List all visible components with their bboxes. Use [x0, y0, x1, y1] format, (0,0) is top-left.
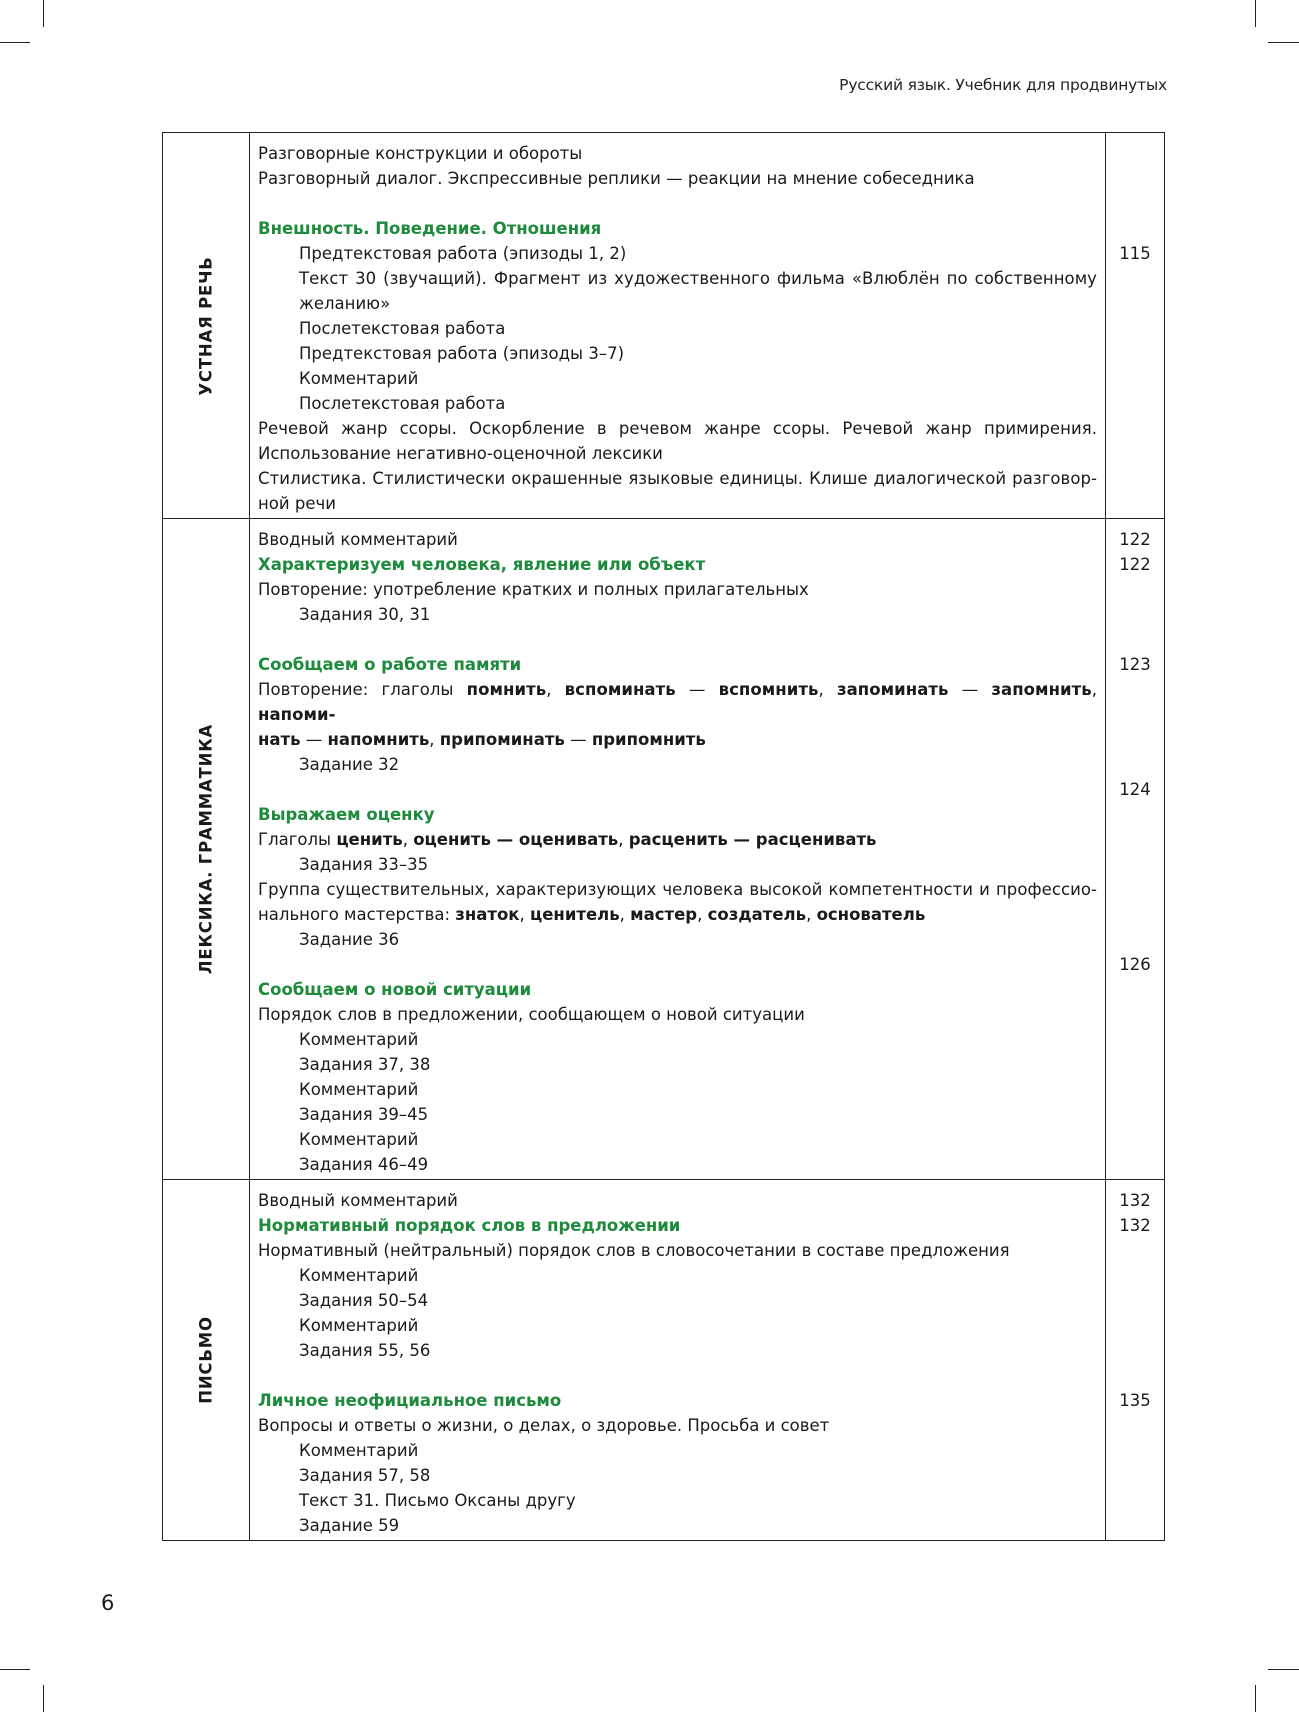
page-spacer	[1106, 727, 1164, 752]
page-spacer	[1106, 877, 1164, 902]
section-label-cell	[163, 133, 250, 519]
text-run: —	[300, 730, 328, 749]
page-spacer	[1106, 441, 1164, 466]
toc-entry: Задания 50–54	[299, 1291, 429, 1310]
toc-heading: Выражаем оценку	[258, 805, 435, 824]
toc-page-number: 135	[1119, 1391, 1151, 1410]
bold-term: напоми-	[258, 705, 336, 724]
bold-term: вспоминать	[564, 680, 676, 699]
toc-entry: Послетекстовая работа	[299, 319, 506, 338]
section-label: УСТНАЯ РЕЧЬ	[196, 255, 216, 396]
bold-term: ценитель	[530, 905, 620, 924]
crop-mark	[0, 1669, 30, 1670]
toc-entry: Текст 31. Письмо Оксаны другу	[299, 1491, 576, 1510]
toc-heading: Нормативный порядок слов в предложении	[258, 1216, 681, 1235]
bold-term: вспомнить	[718, 680, 819, 699]
page-spacer	[1106, 602, 1164, 627]
toc-entry: Задания 33–35	[299, 855, 429, 874]
toc-entry: Разговорный диалог. Экспрессивные реплики — реакции на мнение собеседника	[258, 169, 975, 188]
toc-entry: Послетекстовая работа	[299, 394, 506, 413]
bold-term: припомнить	[591, 730, 706, 749]
toc-page-number: 122	[1119, 555, 1151, 574]
toc-entry: Задание 36	[299, 930, 400, 949]
toc-entry: Комментарий	[299, 1316, 419, 1335]
toc-entry: Группа существительных, характеризующих человека высокой компетентности и профессио-	[258, 880, 1097, 899]
text-run: —	[948, 680, 992, 699]
page-spacer	[1106, 416, 1164, 441]
bold-term: помнить	[466, 680, 547, 699]
toc-entry: Повторение: употребление кратких и полных прилагательных	[258, 580, 809, 599]
page-spacer	[1106, 802, 1164, 827]
page-spacer	[1106, 1463, 1164, 1488]
toc-entry: Вопросы и ответы о жизни, о делах, о здоровье. Просьба и совет	[258, 1416, 830, 1435]
toc-heading: Характеризуем человека, явление или объект	[258, 555, 706, 574]
text-run: ,	[806, 905, 817, 924]
text-run: Повторение: глаголы	[258, 680, 467, 699]
bold-term: создатель	[707, 905, 807, 924]
page-spacer	[1106, 266, 1164, 291]
text-run: ,	[818, 680, 837, 699]
page-spacer	[1106, 316, 1164, 341]
text-run: ,	[619, 905, 631, 924]
page-spacer	[1106, 752, 1164, 777]
toc-entry: Комментарий	[299, 1080, 419, 1099]
spacer	[258, 191, 1097, 216]
toc-entry: Комментарий	[299, 1130, 419, 1149]
page-spacer	[1106, 977, 1164, 1002]
section-content-cell	[250, 519, 1106, 1180]
page-spacer	[1106, 166, 1164, 191]
toc-entry: желанию»	[299, 294, 391, 313]
toc-heading: Личное неофициальное письмо	[258, 1391, 562, 1410]
text-run: ,	[546, 680, 565, 699]
page-spacer	[1106, 1027, 1164, 1052]
page-spacer	[1106, 141, 1164, 166]
toc-entry	[258, 677, 1097, 727]
page-spacer	[1106, 1313, 1164, 1338]
page-column-cell	[1106, 133, 1165, 519]
toc-heading: Сообщаем о новой ситуации	[258, 980, 532, 999]
bold-term: расценить — расценивать	[628, 830, 877, 849]
text-run: ,	[618, 830, 629, 849]
page-column-cell	[1106, 519, 1165, 1180]
section-label-cell	[163, 1180, 250, 1541]
section-content-cell	[250, 1180, 1106, 1541]
page-spacer	[1106, 1338, 1164, 1363]
crop-mark	[0, 42, 30, 43]
toc-entry: Нормативный (нейтральный) порядок слов в словосочетании в составе предложения	[258, 1241, 1010, 1260]
page-spacer	[1106, 702, 1164, 727]
toc-entry	[258, 727, 1097, 752]
section-label: ПИСЬМО	[196, 1316, 216, 1404]
toc-page-number: 132	[1119, 1216, 1151, 1235]
crop-mark	[1255, 1685, 1256, 1712]
running-header: Русский язык. Учебник для продвинутых	[839, 76, 1167, 94]
toc-entry: Комментарий	[299, 1266, 419, 1285]
spacer	[258, 777, 1097, 802]
section-row	[163, 133, 1165, 519]
toc-page-number: 122	[1119, 530, 1151, 549]
toc-page-number: 132	[1119, 1191, 1151, 1210]
toc-entry: Задание 32	[299, 755, 400, 774]
bold-term: ценить	[336, 830, 403, 849]
bold-term: запомнить	[991, 680, 1092, 699]
page-spacer	[1106, 1077, 1164, 1102]
toc-entry: Задания 57, 58	[299, 1466, 431, 1485]
page-spacer	[1106, 1238, 1164, 1263]
bold-term: припоминать	[439, 730, 565, 749]
text-run: —	[564, 730, 592, 749]
crop-mark	[1268, 1669, 1299, 1670]
toc-entry: Комментарий	[299, 369, 419, 388]
toc-entry: Задания 37, 38	[299, 1055, 431, 1074]
toc-entry: Использование негативно-оценочной лексики	[258, 444, 663, 463]
toc-entry	[258, 902, 1097, 927]
page-spacer	[1106, 677, 1164, 702]
toc-page-number: 115	[1119, 244, 1151, 263]
page-spacer	[1106, 577, 1164, 602]
page-spacer	[1106, 291, 1164, 316]
page-spacer	[1106, 1288, 1164, 1313]
page-spacer	[1106, 1438, 1164, 1463]
page-spacer	[1106, 1363, 1164, 1388]
toc-heading: Сообщаем о работе памяти	[258, 655, 522, 674]
bold-term: запоминать	[836, 680, 949, 699]
toc-entry	[258, 827, 1097, 852]
toc-entry: ной речи	[258, 494, 336, 513]
section-label: ЛЕКСИКА. ГРАММАТИКА	[196, 723, 216, 975]
toc-entry: Порядок слов в предложении, сообщающем о новой ситуации	[258, 1005, 805, 1024]
crop-mark	[1268, 42, 1299, 43]
toc-entry: Предтекстовая работа (эпизоды 3–7)	[299, 344, 625, 363]
page-spacer	[1106, 927, 1164, 952]
page-spacer	[1106, 1002, 1164, 1027]
page-spacer	[1106, 1127, 1164, 1152]
toc-entry: Задания 55, 56	[299, 1341, 431, 1360]
page-spacer	[1106, 902, 1164, 927]
toc-entry: Предтекстовая работа (эпизоды 1, 2)	[299, 244, 627, 263]
toc-entry: Вводный комментарий	[258, 530, 458, 549]
spacer	[258, 952, 1097, 977]
crop-mark	[43, 1685, 44, 1712]
page-spacer	[1106, 341, 1164, 366]
page-column-cell	[1106, 1180, 1165, 1541]
page-spacer	[1106, 216, 1164, 241]
toc-entry: Стилистика. Стилистически окрашенные языковые единицы. Клише диалогической разговор-	[258, 469, 1097, 488]
toc-entry: Задание 59	[299, 1516, 400, 1535]
crop-mark	[1255, 0, 1256, 27]
toc-entry: Разговорные конструкции и обороты	[258, 144, 583, 163]
page-spacer	[1106, 627, 1164, 652]
text-run: ,	[402, 830, 414, 849]
crop-mark	[43, 0, 44, 27]
text-run: Глаголы	[258, 830, 337, 849]
page-spacer	[1106, 1102, 1164, 1127]
toc-page-number: 124	[1119, 780, 1151, 799]
spacer	[258, 1363, 1097, 1388]
toc-entry: Речевой жанр ссоры. Оскорбление в речевом жанре ссоры. Речевой жанр примирения.	[258, 419, 1097, 438]
text-run: ,	[519, 905, 530, 924]
bold-term: мастер	[630, 905, 698, 924]
text-run: —	[675, 680, 719, 699]
toc-page-number: 123	[1119, 655, 1151, 674]
toc-entry: Комментарий	[299, 1441, 419, 1460]
section-label-cell	[163, 519, 250, 1180]
page-spacer	[1106, 1052, 1164, 1077]
text-run: ,	[697, 905, 708, 924]
page-spacer	[1106, 391, 1164, 416]
text-run: нального мастерства:	[258, 905, 456, 924]
page-spacer	[1106, 191, 1164, 216]
page-number: 6	[101, 1591, 115, 1615]
section-row	[163, 519, 1165, 1180]
page-spacer	[1106, 1488, 1164, 1513]
bold-term: основатель	[816, 905, 926, 924]
toc-entry: Задания 46–49	[299, 1155, 429, 1174]
bold-term: нать	[258, 730, 301, 749]
toc-entry: Текст 30 (звучащий). Фрагмент из художественного фильма «Влюблён по собственному	[299, 269, 1097, 288]
toc-entry: Вводный комментарий	[258, 1191, 458, 1210]
text-run: ,	[429, 730, 440, 749]
toc-entry: Задания 30, 31	[299, 605, 431, 624]
page-spacer	[1106, 827, 1164, 852]
toc-page-number: 126	[1119, 955, 1151, 974]
bold-term: оценить — оценивать	[413, 830, 619, 849]
toc-table	[162, 132, 1165, 1541]
page-spacer	[1106, 1513, 1164, 1538]
toc-entry: Комментарий	[299, 1030, 419, 1049]
page-spacer	[1106, 852, 1164, 877]
bold-term: знаток	[455, 905, 520, 924]
page-spacer	[1106, 466, 1164, 491]
toc-heading: Внешность. Поведение. Отношения	[258, 219, 602, 238]
bold-term: напомнить	[327, 730, 430, 749]
section-content-cell	[250, 133, 1106, 519]
toc-entry: Задания 39–45	[299, 1105, 429, 1124]
page-spacer	[1106, 366, 1164, 391]
page-spacer	[1106, 491, 1164, 516]
page-spacer	[1106, 1413, 1164, 1438]
section-row	[163, 1180, 1165, 1541]
text-run: ,	[1091, 680, 1098, 699]
spacer	[258, 627, 1097, 652]
page-spacer	[1106, 1263, 1164, 1288]
